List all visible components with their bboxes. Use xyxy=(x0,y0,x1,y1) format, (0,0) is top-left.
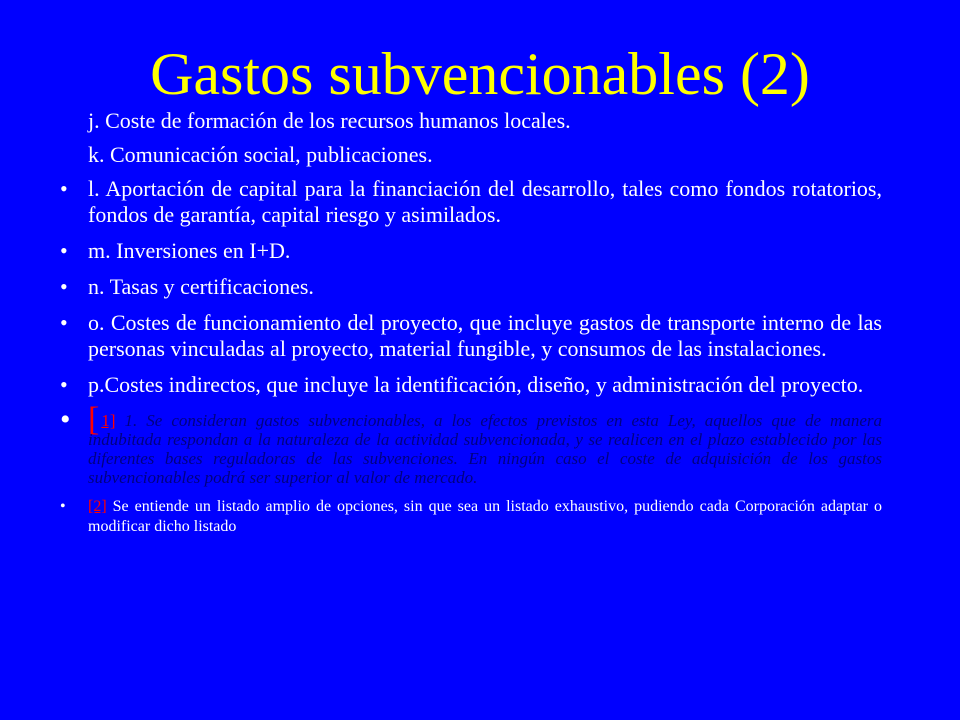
footnote-ref-link[interactable]: [2] xyxy=(88,498,107,515)
footnote-2 xyxy=(60,497,882,537)
list-item-text: p.Costes indirectos, que incluye la identificación, diseño, y administración del proyecto. xyxy=(88,372,864,397)
list-item xyxy=(60,372,882,398)
list-item-text: j. Coste de formación de los recursos humanos locales. xyxy=(88,108,571,133)
bullet-icon: • xyxy=(60,310,68,335)
list-item-text: l. Aportación de capital para la financiación del desarrollo, tales como fondos rotatorios, fondos de garantía, capital riesgo y asimilados. xyxy=(88,176,882,227)
list-item xyxy=(60,142,882,168)
list-item-text: k. Comunicación social, publicaciones. xyxy=(88,142,433,167)
list-item xyxy=(60,238,882,264)
bullet-icon: • xyxy=(60,372,68,397)
slide-body xyxy=(60,108,882,537)
bullet-icon: • xyxy=(60,498,66,515)
list-item-text: n. Tasas y certificaciones. xyxy=(88,274,314,299)
bullet-icon: • xyxy=(60,274,68,299)
bullet-icon: • xyxy=(60,403,71,436)
list-item-text: o. Costes de funcionamiento del proyecto, que incluye gastos de transporte interno de las personas vinculadas al proyecto, material fungible, y consumos de las instalaciones. xyxy=(88,310,882,361)
footnote-ref-link[interactable]: 1] xyxy=(101,411,116,430)
list-item xyxy=(60,274,882,300)
footnote-bracket: [ xyxy=(88,401,100,438)
footnote-text: Se entiende un listado amplio de opciones, sin que sea un listado exhaustivo, pudiendo cada Corporación adaptar o modificar dicho listado xyxy=(88,498,882,535)
footnote-1 xyxy=(60,401,882,487)
bullet-icon: • xyxy=(60,238,68,263)
bullet-icon: • xyxy=(60,176,68,201)
list-item-text: m. Inversiones en I+D. xyxy=(88,238,291,263)
list-item xyxy=(60,108,882,134)
footnote-text: 1. Se consideran gastos subvencionables, a los efectos previstos en esta Ley, aquellos que de manera indubitada respondan a la naturaleza de la actividad subvencionada, y se realicen en el plazo establecido por las diferentes bases reguladoras de las subvenciones. En ningún caso el coste de adquisición de los gastos subvencionables podrá ser superior al valor de mercado. xyxy=(88,411,882,487)
slide-title: Gastos subvencionables (2) xyxy=(150,41,810,107)
list-item xyxy=(60,176,882,228)
list-item xyxy=(60,310,882,362)
